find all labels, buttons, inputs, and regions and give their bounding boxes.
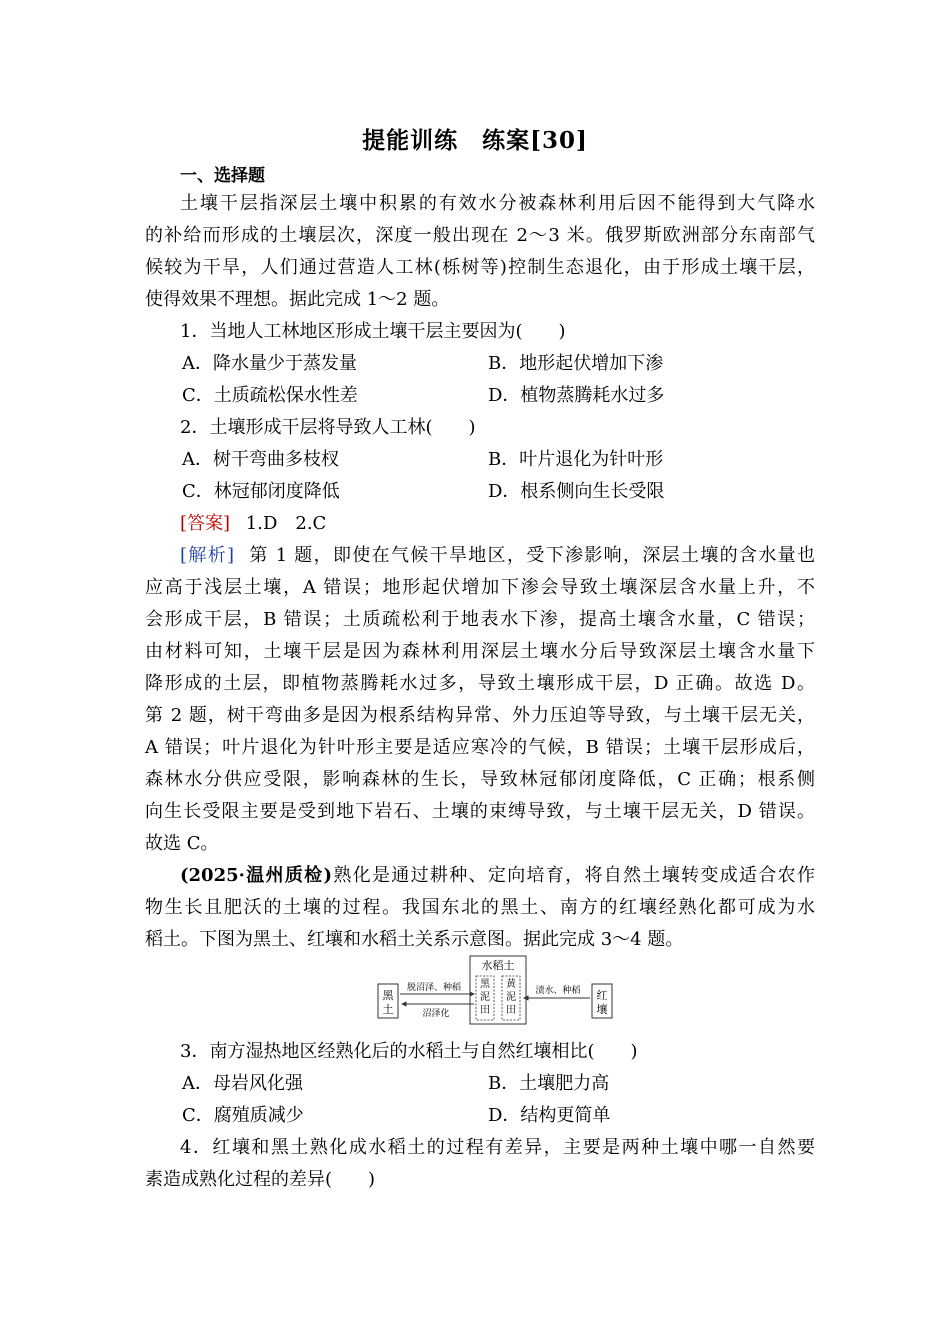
passage2-source: (2025·温州质检) <box>180 865 332 886</box>
analysis-text: 第 1 题，即使在气候干旱地区，受下渗影响，深层土壤的含水量也 <box>248 545 815 566</box>
q1-option-b: B．地形起伏增加下渗 <box>488 353 664 374</box>
arrow-label-waterlogging: 渍水、种稻 <box>535 986 581 996</box>
q4-stem: 4．红壤和黑土熟化成水稻土的过程有差异，主要是两种土壤中哪一自然要 <box>180 1137 815 1158</box>
analysis-line: 应高于浅层土壤，A 错误；地形起伏增加下渗会导致土壤深层含水量上升，不 <box>145 577 815 598</box>
q1-option-d: D．植物蒸腾耗水过多 <box>488 385 665 406</box>
analysis-line: 森林水分供应受限，影响森林的生长，导致林冠郁闭度降低，C 正确；根系侧 <box>145 769 815 790</box>
soil-relationship-diagram <box>376 954 616 1026</box>
analysis-line: 降形成的土层，即植物蒸腾耗水过多，导致土壤形成干层，D 正确。故选 D。 <box>145 673 815 694</box>
paddy-soil-label: 水稻土 <box>481 959 515 972</box>
yellow-mud-field-label: 田 <box>506 1005 516 1016</box>
analysis-line: 会形成干层，B 错误；土质疏松利于地表水下渗，提高土壤含水量，C 错误； <box>145 609 815 630</box>
answer-tag: [答案] <box>180 513 231 534</box>
black-soil-label: 土 <box>382 1003 394 1016</box>
q4-stem-cont: 素造成熟化过程的差异( ) <box>145 1169 376 1190</box>
analysis-first-line <box>180 540 815 572</box>
passage2-line: 稻土。下图为黑土、红壤和水稻土关系示意图。据此完成 3～4 题。 <box>145 929 684 950</box>
q2-option-b: B．叶片退化为针叶形 <box>488 449 664 470</box>
passage2-line: 物生长且肥沃的土壤的过程。我国东北的黑土、南方的红壤经熟化都可成为水 <box>145 897 815 918</box>
q2-option-d: D．根系侧向生长受限 <box>488 481 665 502</box>
black-mud-field-label: 黑 <box>480 979 490 990</box>
analysis-line: 故选 C。 <box>145 833 219 854</box>
q1-option-c: C．土质疏松保水性差 <box>182 385 358 406</box>
analysis-line: 向生长受限主要是受到地下岩石、土壤的束缚导致，与土壤干层无关，D 错误。 <box>145 801 815 822</box>
q1-stem: 1．当地人工林地区形成土壤干层主要因为( ) <box>180 321 566 342</box>
answer-line <box>180 508 850 540</box>
red-soil-label: 红 <box>596 989 608 1002</box>
q3-option-d: D．结构更简单 <box>488 1105 611 1126</box>
arrow-label-swamping: 沼泽化 <box>422 1009 450 1019</box>
q2-stem: 2．土壤形成干层将导致人工林( ) <box>180 417 476 438</box>
q3-option-b: B．土壤肥力高 <box>488 1073 610 1094</box>
section-heading: 一、选择题 <box>180 166 265 186</box>
q2-option-a: A．树干弯曲多枝杈 <box>182 449 339 470</box>
yellow-mud-field-label: 黄 <box>506 979 516 990</box>
arrow-label-desalination: 脱沼泽、种稻 <box>406 983 462 993</box>
q1-option-a: A．降水量少于蒸发量 <box>182 353 357 374</box>
passage1-line: 土壤干层指深层土壤中积累的有效水分被森林利用后因不能得到大气降水 <box>180 193 815 214</box>
black-mud-field-label: 田 <box>480 1005 490 1016</box>
q3-stem: 3．南方湿热地区经熟化后的水稻土与自然红壤相比( ) <box>180 1041 638 1062</box>
analysis-tag: [解析] <box>180 545 235 566</box>
passage1-line: 候较为干旱，人们通过营造人工林(栎树等)控制生态退化，由于形成土壤干层， <box>145 257 815 278</box>
yellow-mud-field-label: 泥 <box>506 992 516 1003</box>
red-soil-label: 壤 <box>596 1003 608 1016</box>
answer-text: 1.D 2.C <box>245 513 327 534</box>
black-soil-label: 黑 <box>382 989 394 1002</box>
passage1-line: 使得效果不理想。据此完成 1～2 题。 <box>145 289 450 310</box>
passage2-text: 熟化是通过耕种、定向培育，将自然土壤转变成适合农作 <box>332 865 815 886</box>
q3-option-a: A．母岩风化强 <box>182 1073 303 1094</box>
black-mud-field-label: 泥 <box>480 992 490 1003</box>
passage1-line: 的补给而形成的土壤层次，深度一般出现在 2～3 米。俄罗斯欧洲部分东南部气 <box>145 225 815 246</box>
passage2-first-line <box>180 860 815 892</box>
q2-option-c: C．林冠郁闭度降低 <box>182 481 340 502</box>
q3-option-c: C．腐殖质减少 <box>182 1105 304 1126</box>
page-title: 提能训练 练案[30] <box>362 127 588 154</box>
analysis-line: 由材料可知，土壤干层是因为森林利用深层土壤水分后导致深层土壤含水量下 <box>145 641 815 662</box>
analysis-line: A 错误；叶片退化为针叶形主要是适应寒冷的气候，B 错误；土壤干层形成后， <box>145 737 815 758</box>
analysis-line: 第 2 题，树干弯曲多是因为根系结构异常、外力压迫等导致，与土壤干层无关， <box>145 705 815 726</box>
